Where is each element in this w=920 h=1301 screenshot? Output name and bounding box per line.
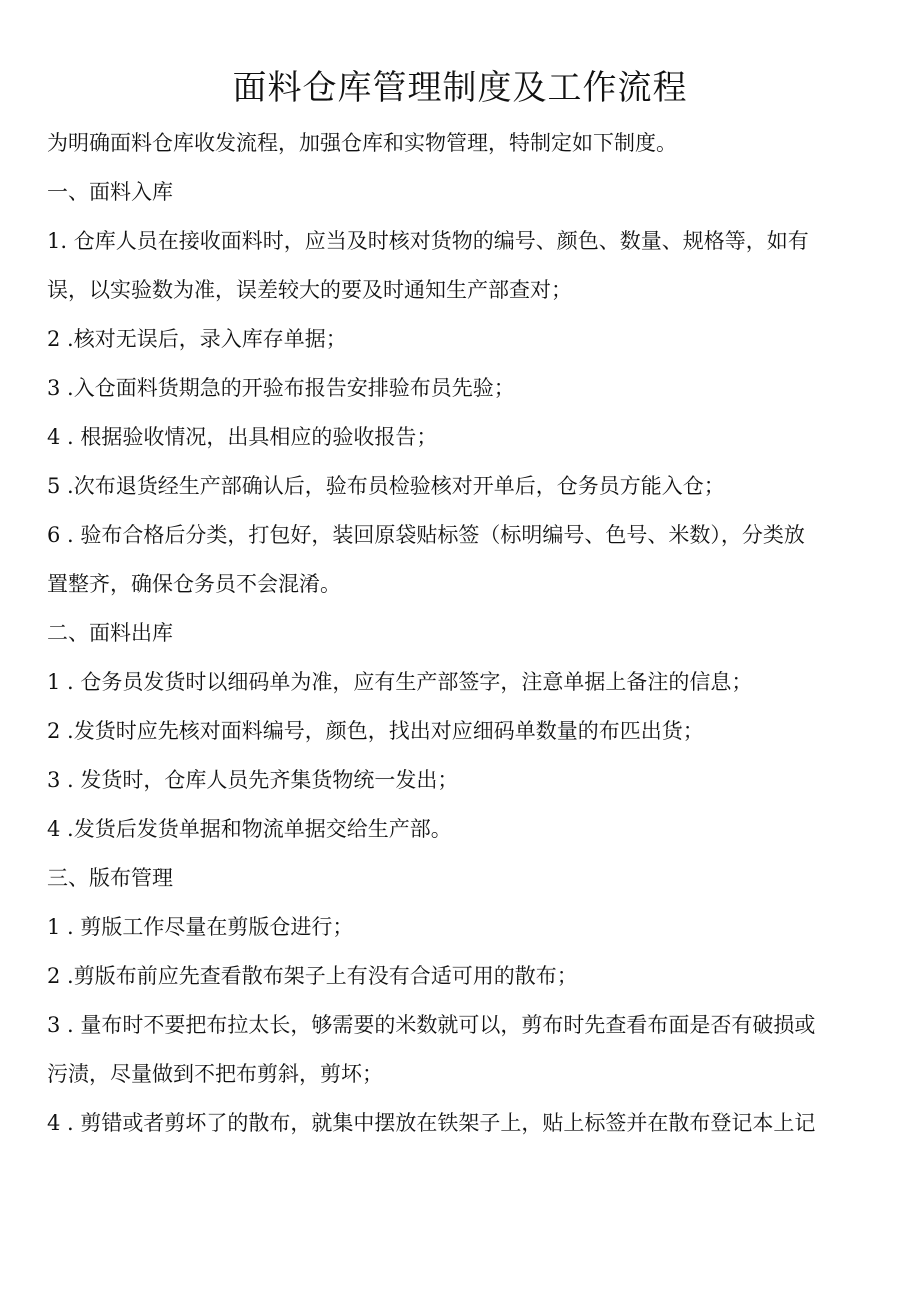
section-line: 2 .核对无误后，录入库存单据； (47, 327, 347, 351)
section-line: 4 . 根据验收情况，出具相应的验收报告； (47, 425, 438, 449)
section-line: 3 . 发货时，仓库人员先齐集货物统一发出； (47, 768, 459, 792)
document-body (47, 119, 847, 1148)
section-line: 4 . 剪错或者剪坏了的散布，就集中摆放在铁架子上，贴上标签并在散布登记本上记 (47, 1111, 816, 1135)
section-heading-inbound: 一、面料入库 (47, 180, 173, 204)
section-line: 误，以实验数为准，误差较大的要及时通知生产部查对； (47, 278, 572, 302)
section-heading-sample-fabric: 三、版布管理 (47, 866, 173, 890)
section-line: 置整齐，确保仓务员不会混淆。 (47, 572, 341, 596)
document-title: 面料仓库管理制度及工作流程 (232, 68, 688, 108)
section-line: 3 .入仓面料货期急的开验布报告安排验布员先验； (47, 376, 515, 400)
section-line: 1. 仓库人员在接收面料时，应当及时核对货物的编号、颜色、数量、规格等，如有 (47, 229, 809, 253)
section-line: 1 . 仓务员发货时以细码单为准，应有生产部签字，注意单据上备注的信息； (47, 670, 753, 694)
intro-paragraph: 为明确面料仓库收发流程，加强仓库和实物管理，特制定如下制度。 (47, 131, 677, 155)
section-heading-outbound: 二、面料出库 (47, 621, 173, 645)
section-line: 6 . 验布合格后分类，打包好，装回原袋贴标签（标明编号、色号、米数），分类放 (47, 523, 805, 547)
section-line: 1 . 剪版工作尽量在剪版仓进行； (47, 915, 354, 939)
section-line: 3 . 量布时不要把布拉太长，够需要的米数就可以，剪布时先查看布面是否有破损或 (47, 1013, 816, 1037)
section-line: 4 .发货后发货单据和物流单据交给生产部。 (47, 817, 452, 841)
section-line: 2 .剪版布前应先查看散布架子上有没有合适可用的散布； (47, 964, 578, 988)
section-line: 5 .次布退货经生产部确认后，验布员检验核对开单后，仓务员方能入仓； (47, 474, 725, 498)
section-line: 2 .发货时应先核对面料编号，颜色，找出对应细码单数量的布匹出货； (47, 719, 704, 743)
section-line: 污渍，尽量做到不把布剪斜，剪坏； (47, 1062, 383, 1086)
